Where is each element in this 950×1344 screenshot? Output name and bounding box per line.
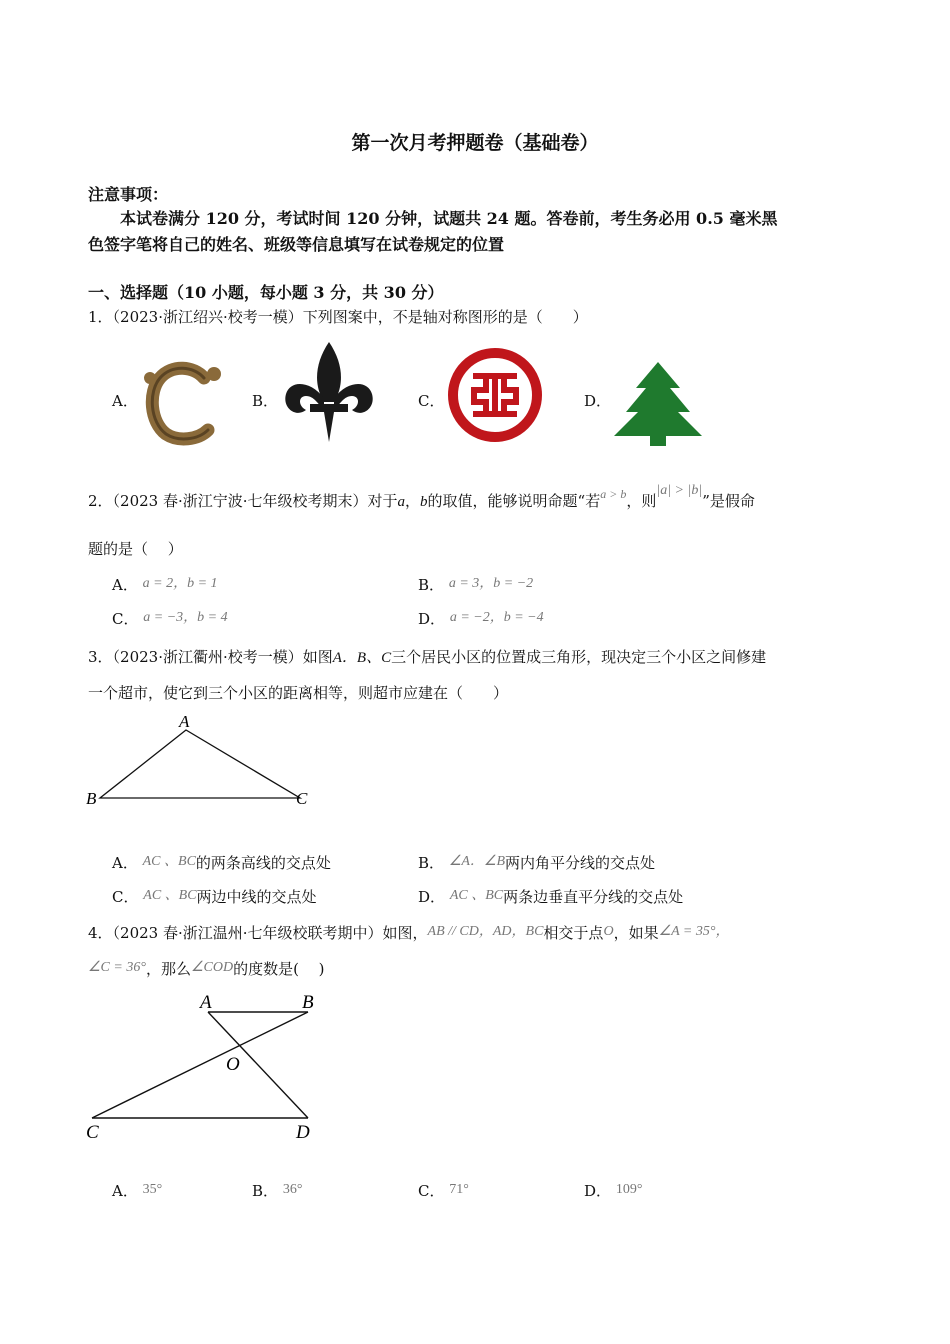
q4-option-a <box>112 1180 162 1201</box>
bank-logo-icon <box>446 346 544 444</box>
q2-stem-c: ，则 <box>626 492 657 510</box>
q3-label-b: B <box>86 789 97 808</box>
section-heading: 一、选择题（10 小题，每小题 3 分，共 30 分） <box>88 283 444 302</box>
q4-stem-e: 的度数是( ) <box>233 960 325 978</box>
q4-option-c-label: C． <box>418 1182 445 1200</box>
q4-math-2: O <box>603 924 614 939</box>
q3-stem-a: 3．（2023·浙江衢州·校考一模）如图 <box>88 648 333 666</box>
q2-option-b-value: a = 3，b = −2 <box>448 576 534 591</box>
q4-option-b-label: B． <box>252 1182 279 1200</box>
q4-option-d-value: 109° <box>615 1182 643 1197</box>
q3-option-d-math: AC 、BC <box>449 888 504 903</box>
q3-option-b-label: B． <box>418 854 445 872</box>
q4-stem-line2 <box>88 958 325 979</box>
q3-option-c-math: AC 、BC <box>143 888 197 903</box>
notice-heading: 注意事项： <box>88 185 169 204</box>
q4-stem-b: 相交于点 <box>543 924 604 942</box>
q4-label-b: B <box>302 992 314 1013</box>
q3-stem-b: 三个居民小区的位置成三角形，现决定三个小区之间修建 <box>391 648 767 666</box>
notice-line2: 色签字笔将自己的姓名、班级等信息填写在试卷规定的位置 <box>88 235 505 254</box>
q3-option-b <box>418 852 655 873</box>
q2-option-a <box>112 574 218 595</box>
q4-label-c: C <box>86 1122 99 1143</box>
q4-option-b <box>252 1180 302 1201</box>
segment-bc <box>92 1012 308 1118</box>
q2-option-c-label: C． <box>112 610 139 628</box>
q2-option-d <box>418 608 544 629</box>
q3-option-d-label: D． <box>418 888 446 906</box>
page-title: 第一次月考押题卷（基础卷） <box>351 132 599 154</box>
q3-option-a-text: 的两条高线的交点处 <box>195 854 331 872</box>
q4-label-d: D <box>296 1122 310 1143</box>
q4-label-a: A <box>200 992 212 1013</box>
fleur-de-lis-icon <box>280 340 378 444</box>
q4-option-c <box>418 1180 469 1201</box>
q3-option-d-text: 两条边垂直平分线的交点处 <box>503 888 684 906</box>
q4-stem-line1 <box>88 922 729 943</box>
q4-math-4: ∠C = 36° <box>88 960 146 975</box>
q4-figure <box>80 988 330 1148</box>
q2-sep: ， <box>405 492 421 510</box>
q2-option-d-value: a = −2，b = −4 <box>449 610 544 625</box>
q2-conclusion: |a| > |b| <box>656 483 703 498</box>
q3-triangle-figure <box>80 708 330 812</box>
q2-stem-line1 <box>88 483 755 511</box>
q1-option-c-label: C． <box>418 392 445 410</box>
q3-option-c <box>112 886 317 907</box>
q4-stem-c: ，如果 <box>613 924 659 942</box>
q4-option-d <box>584 1180 642 1201</box>
c-shape-ornament-icon <box>142 360 226 446</box>
q3-option-a-label: A． <box>112 854 138 872</box>
q2-var-a: a <box>397 494 406 510</box>
q2-option-a-value: a = 2，b = 1 <box>142 576 218 591</box>
q2-option-b-label: B． <box>418 576 445 594</box>
segment-ad <box>208 1012 308 1118</box>
q2-option-a-label: A． <box>112 576 138 594</box>
q1-option-d-label: D． <box>584 392 612 410</box>
q1-stem: 1．（2023·浙江绍兴·校考一模）下列图案中，不是轴对称图形的是（ ） <box>88 308 588 326</box>
q4-option-c-value: 71° <box>449 1182 469 1197</box>
q3-option-c-label: C． <box>112 888 139 906</box>
q3-stem-line2: 一个超市，使它到三个小区的距离相等，则超市应建在（ ） <box>88 684 509 702</box>
q3-stem-line1 <box>88 646 766 667</box>
q4-stem-d: ，那么 <box>145 960 191 978</box>
q4-option-a-label: A． <box>112 1182 138 1200</box>
q1-option-b-label: B． <box>252 392 279 410</box>
q4-stem-a: 4．（2023 春·浙江温州·七年级校联考期中）如图， <box>88 924 428 942</box>
q2-var-b: b <box>420 494 428 510</box>
q4-option-d-label: D． <box>584 1182 612 1200</box>
q2-option-b <box>418 574 533 595</box>
q4-math-5: ∠COD <box>190 960 234 975</box>
q3-option-d <box>418 886 683 907</box>
q4-math-3: ∠A = 35°， <box>658 924 730 939</box>
q1-option-a-label: A． <box>112 392 138 410</box>
q2-stem-a: 2．（2023 春·浙江宁波·七年级校考期末）对于 <box>88 492 398 510</box>
q3-option-a <box>112 852 331 873</box>
q3-option-c-text: 两边中线的交点处 <box>196 888 317 906</box>
q4-option-b-value: 36° <box>282 1182 303 1197</box>
q3-option-b-math: ∠A．∠B <box>448 854 506 869</box>
q3-label-c: C <box>296 789 308 808</box>
q2-option-d-label: D． <box>418 610 446 628</box>
q3-points: A．B、C <box>332 650 392 666</box>
q2-condition: a > b <box>600 487 627 501</box>
q4-math-1: AB // CD，AD，BC <box>427 924 544 939</box>
q3-label-a: A <box>179 712 190 731</box>
q2-stem-d: ”是假命 <box>702 492 755 510</box>
q3-option-a-math: AC 、BC <box>142 854 196 869</box>
q4-option-a-value: 35° <box>142 1182 163 1197</box>
q2-option-c <box>112 608 228 629</box>
pine-tree-icon <box>610 360 706 448</box>
q2-stem-b: 的取值，能够说明命题“若 <box>427 492 601 510</box>
q2-stem-line2: 题的是（ ） <box>88 540 183 558</box>
q2-option-c-value: a = −3，b = 4 <box>143 610 228 625</box>
q4-label-o: O <box>226 1054 240 1075</box>
triangle-abc <box>100 730 300 798</box>
notice-line1: 本试卷满分 120 分，考试时间 120 分钟，试题共 24 题。答卷前，考生务必用 0.5 毫米黑 <box>120 209 778 228</box>
q3-option-b-text: 两内角平分线的交点处 <box>505 854 656 872</box>
